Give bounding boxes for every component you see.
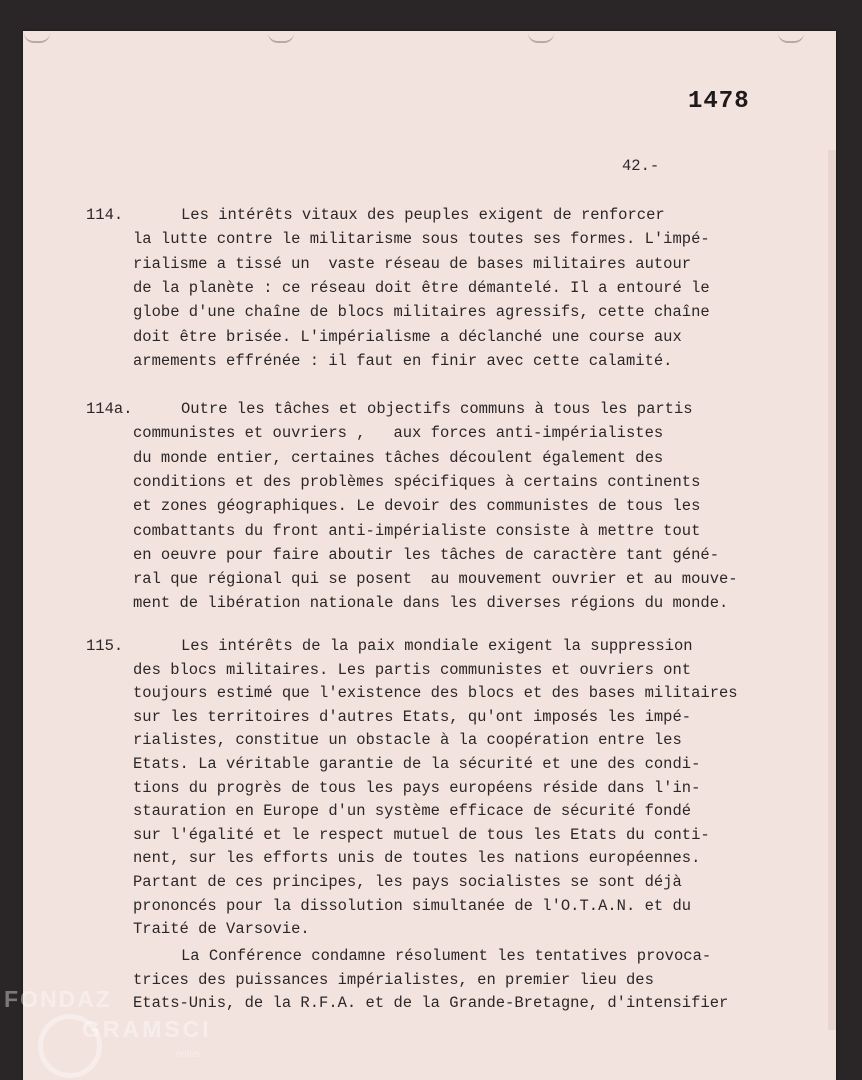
text-line: communistes et ouvriers , aux forces anti-impérialistes (133, 424, 664, 443)
text-line: Etats. La véritable garantie de la sécurité et une des condi- (133, 755, 701, 773)
document-number: 1478 (688, 88, 750, 115)
paragraph-number: 115. (86, 637, 124, 655)
text-line: doit être brisée. L'impérialisme a déclanché une course aux (133, 327, 682, 346)
text-line: du monde entier, certaines tâches découlent également des (133, 448, 664, 467)
watermark-text-small: onlus (176, 1049, 200, 1060)
text-line: tions du progrès de tous les pays européens réside dans l'in- (133, 778, 701, 797)
text-line: stauration en Europe d'un système efficace de sécurité fondé (133, 802, 692, 821)
paragraph-number: 114. (86, 206, 124, 224)
text-line: des blocs militaires. Les partis communistes et ouvriers ont (133, 660, 692, 679)
text-line: Les intérêts de la paix mondiale exigent la suppression (181, 637, 693, 655)
text-line: prononcés pour la dissolution simultanée de l'O.T.A.N. et du (133, 896, 692, 915)
text-line: et zones géographiques. Le devoir des communistes de tous les (133, 497, 701, 516)
text-line: toujours estimé que l'existence des blocs et des bases militaires (133, 684, 738, 703)
text-line: en oeuvre pour faire aboutir les tâches de caractère tant géné- (133, 545, 719, 564)
text-line: sur l'égalité et le respect mutuel de tous les Etats du conti- (133, 825, 710, 844)
archive-watermark (4, 986, 212, 1060)
watermark-text-bottom: GRAMSCI (82, 1016, 212, 1042)
text-line: armements effrénée : il faut en finir avec cette calamité. (133, 351, 673, 370)
text-line: Etats-Unis, de la R.F.A. et de la Grande-Bretagne, d'intensifier (133, 994, 729, 1013)
paragraph-number: 114a. (86, 400, 133, 418)
text-line: ment de libération nationale dans les diverses régions du monde. (133, 594, 729, 613)
text-line: globe d'une chaîne de blocs militaires agressifs, cette chaîne (133, 303, 710, 322)
watermark-text-top: FONDAZ (4, 986, 112, 1012)
text-line: conditions et des problèmes spécifiques à certains continents (133, 472, 701, 491)
underlying-sheet-edge (828, 150, 836, 1030)
text-line: La Conférence condamne résolument les tentatives provoca- (181, 947, 712, 965)
text-line: rialisme a tissé un vaste réseau de bases militaires autour (133, 254, 692, 273)
page-reference: 42.- (622, 157, 660, 175)
text-line: ral que régional qui se posent au mouvement ouvrier et au mouve- (133, 570, 738, 589)
text-line: Outre les tâches et objectifs communs à tous les partis (181, 400, 693, 418)
text-line: combattants du front anti-impérialiste consiste à mettre tout (133, 521, 701, 540)
text-line: trices des puissances impérialistes, en premier lieu des (133, 970, 654, 989)
text-line: la lutte contre le militarisme sous toutes ses formes. L'impé- (133, 230, 710, 249)
text-line: de la planète : ce réseau doit être démantelé. Il a entouré le (133, 278, 710, 297)
text-line: Partant de ces principes, les pays socialistes se sont déjà (133, 873, 682, 891)
text-line: Traité de Varsovie. (133, 920, 310, 939)
text-line: sur les territoires d'autres Etats, qu'ont imposés les impé- (133, 707, 692, 726)
text-line: nent, sur les efforts unis de toutes les nations européennes. (133, 849, 701, 868)
text-line: Les intérêts vitaux des peuples exigent de renforcer (181, 206, 665, 224)
text-line: rialistes, constitue un obstacle à la coopération entre les (133, 731, 682, 750)
